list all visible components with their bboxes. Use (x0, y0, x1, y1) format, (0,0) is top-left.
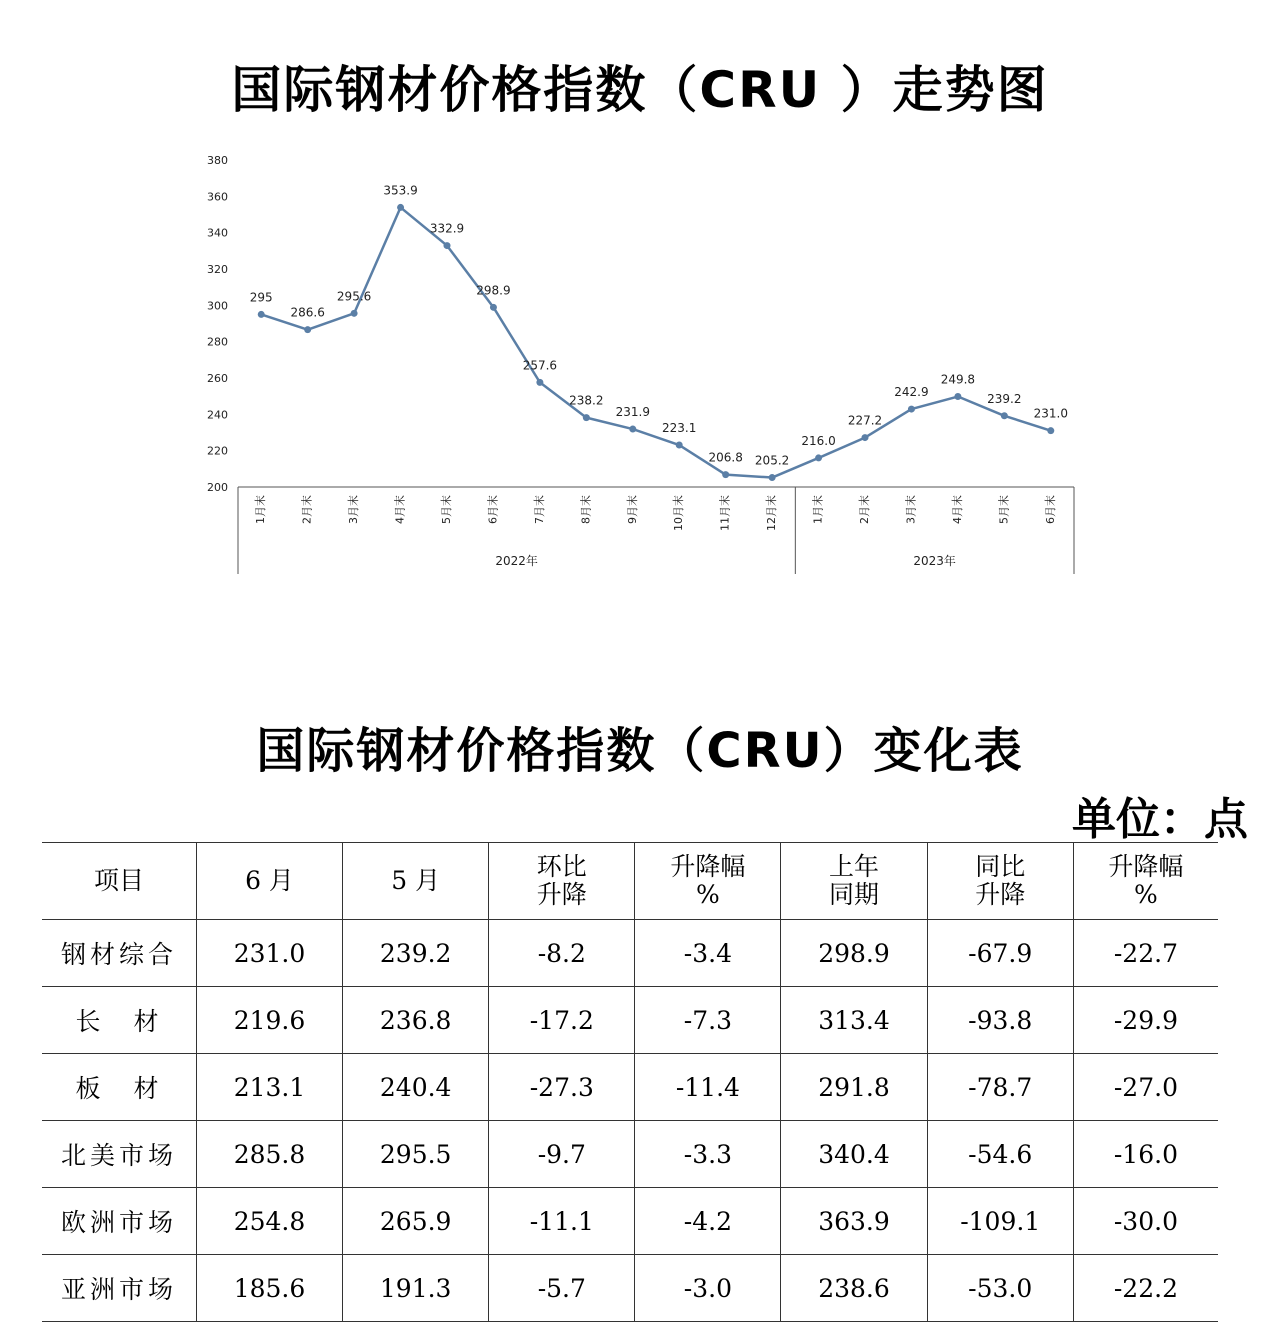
x-tick-label: 4月末 (950, 495, 964, 524)
data-point (490, 304, 497, 311)
table-cell: -27.0 (1073, 1054, 1218, 1121)
table-cell: -17.2 (489, 987, 635, 1054)
table-row (42, 920, 1218, 987)
x-tick-label: 1月末 (254, 495, 268, 524)
table-cell: 231.0 (196, 920, 342, 987)
series-line (261, 207, 1051, 477)
y-tick-label: 300 (207, 299, 228, 313)
column-header: 升降幅 % (635, 843, 781, 920)
table-title: 国际钢材价格指数（CRU）变化表 (256, 723, 1024, 779)
table-cell: -3.0 (635, 1255, 781, 1322)
chart-title: 国际钢材价格指数（CRU ）走势图 (231, 61, 1049, 119)
y-tick-label: 360 (207, 190, 228, 204)
table-cell: 363.9 (781, 1188, 927, 1255)
table-cell: 291.8 (781, 1054, 927, 1121)
data-label: 238.2 (569, 393, 604, 408)
table-cell: 313.4 (781, 987, 927, 1054)
data-point (258, 311, 265, 318)
data-point (1001, 412, 1008, 419)
unit-label: 单位：点 (1072, 794, 1248, 845)
table-cell: -109.1 (927, 1188, 1073, 1255)
table-cell: 219.6 (196, 987, 342, 1054)
table-cell: -30.0 (1073, 1188, 1218, 1255)
x-tick-label: 7月末 (532, 495, 546, 524)
table-cell: 265.9 (343, 1188, 489, 1255)
column-header: 环比 升降 (489, 843, 635, 920)
x-tick-label: 6月末 (1043, 495, 1057, 524)
table-cell: -11.1 (489, 1188, 635, 1255)
x-tick-label: 2月末 (858, 495, 871, 524)
table-cell: 298.9 (781, 920, 927, 987)
column-header: 6 月 (196, 843, 342, 920)
data-point (536, 379, 543, 386)
table-row (42, 1188, 1218, 1255)
table-cell: 亚洲市场 (42, 1255, 196, 1322)
data-point (954, 393, 961, 400)
column-header: 升降幅 % (1073, 843, 1218, 920)
data-label: 332.9 (429, 221, 465, 236)
table-cell: -11.4 (635, 1054, 781, 1121)
data-label: 231.9 (615, 405, 650, 420)
table-cell: 238.6 (781, 1255, 927, 1322)
table-cell: -78.7 (927, 1054, 1073, 1121)
data-label: 295.6 (336, 289, 372, 304)
data-label: 295 (249, 290, 273, 305)
table-cell: -16.0 (1073, 1121, 1218, 1188)
data-label: 353.9 (383, 183, 418, 198)
table-cell: 板 材 (42, 1054, 196, 1121)
data-label: 249.8 (940, 372, 976, 387)
data-label: 257.6 (522, 358, 558, 373)
column-header: 项目 (42, 843, 196, 920)
data-point (583, 414, 590, 421)
table-cell: -7.3 (635, 987, 781, 1054)
table-cell: -5.7 (489, 1255, 635, 1322)
data-label: 227.2 (847, 413, 883, 428)
x-tick-label: 3月末 (347, 495, 361, 524)
table-cell: -22.2 (1073, 1255, 1218, 1322)
table-cell: 239.2 (343, 920, 489, 987)
table-cell: 长 材 (42, 987, 196, 1054)
data-point (444, 242, 451, 249)
data-label: 239.2 (987, 391, 1022, 406)
table-cell: 236.8 (343, 987, 489, 1054)
x-tick-label: 5月末 (440, 495, 453, 524)
x-tick-label: 2月末 (300, 495, 314, 524)
y-tick-label: 320 (207, 263, 228, 276)
group-label: 2022年 (495, 554, 538, 568)
table-row (42, 1255, 1218, 1322)
table-cell: 340.4 (781, 1121, 927, 1188)
table-header-row (42, 843, 1218, 920)
y-tick-label: 240 (207, 408, 228, 422)
table-cell: -4.2 (635, 1188, 781, 1255)
x-tick-label: 1月末 (811, 495, 825, 524)
table-cell: 213.1 (196, 1054, 342, 1121)
cru-change-table (42, 842, 1218, 1322)
data-point (676, 442, 683, 449)
y-tick-label: 260 (207, 372, 228, 385)
table-cell: -3.3 (635, 1121, 781, 1188)
x-tick-label: 8月末 (579, 495, 593, 524)
table-cell: 钢材综合 (42, 920, 196, 987)
table-row (42, 1121, 1218, 1188)
data-point (908, 406, 915, 413)
y-tick-label: 340 (207, 226, 228, 240)
x-tick-label: 11月末 (718, 495, 732, 531)
table-cell: 185.6 (196, 1255, 342, 1322)
data-point (304, 326, 311, 333)
data-label: 242.9 (894, 385, 929, 400)
data-label: 205.2 (754, 453, 790, 468)
x-tick-label: 3月末 (904, 495, 918, 524)
data-label: 298.9 (476, 283, 511, 298)
data-point (351, 310, 358, 317)
data-point (722, 471, 729, 478)
table-cell: 240.4 (343, 1054, 489, 1121)
group-label: 2023年 (913, 554, 956, 568)
data-label: 231.0 (1033, 406, 1068, 421)
table-cell: -53.0 (927, 1255, 1073, 1322)
y-tick-label: 220 (207, 444, 228, 458)
column-header: 5 月 (343, 843, 489, 920)
data-point (397, 204, 404, 211)
data-label: 286.6 (290, 305, 325, 320)
x-tick-label: 12月末 (765, 495, 779, 531)
table-cell: -27.3 (489, 1054, 635, 1121)
data-label: 206.8 (708, 450, 743, 465)
x-tick-label: 5月末 (997, 494, 1011, 524)
table-cell: -8.2 (489, 920, 635, 987)
table-cell: -67.9 (927, 920, 1073, 987)
y-tick-label: 200 (207, 481, 228, 494)
table-row (42, 987, 1218, 1054)
y-tick-label: 380 (207, 154, 228, 167)
table-cell: -29.9 (1073, 987, 1218, 1054)
data-point (1047, 427, 1054, 434)
table-cell: 北美市场 (42, 1121, 196, 1188)
table-cell: -93.8 (927, 987, 1073, 1054)
data-label: 223.1 (662, 421, 697, 436)
data-point (629, 426, 636, 433)
x-tick-label: 10月末 (672, 495, 686, 531)
table-cell: -3.4 (635, 920, 781, 987)
table-cell: 191.3 (343, 1255, 489, 1322)
table-cell: -54.6 (927, 1121, 1073, 1188)
x-tick-label: 6月末 (486, 495, 500, 524)
y-tick-label: 280 (207, 335, 228, 349)
line-chart (0, 140, 1280, 590)
column-header: 同比 升降 (927, 843, 1073, 920)
table-cell: -9.7 (489, 1121, 635, 1188)
table-cell: -22.7 (1073, 920, 1218, 987)
data-point (862, 434, 869, 441)
data-point (769, 474, 776, 481)
x-tick-label: 4月末 (393, 495, 407, 524)
table-cell: 295.5 (343, 1121, 489, 1188)
table-cell: 285.8 (196, 1121, 342, 1188)
table-row (42, 1054, 1218, 1121)
column-header: 上年 同期 (781, 843, 927, 920)
table-cell: 欧洲市场 (42, 1188, 196, 1255)
table-cell: 254.8 (196, 1188, 342, 1255)
data-label: 216.0 (801, 433, 836, 448)
data-point (815, 454, 822, 461)
x-tick-label: 9月末 (625, 495, 639, 524)
